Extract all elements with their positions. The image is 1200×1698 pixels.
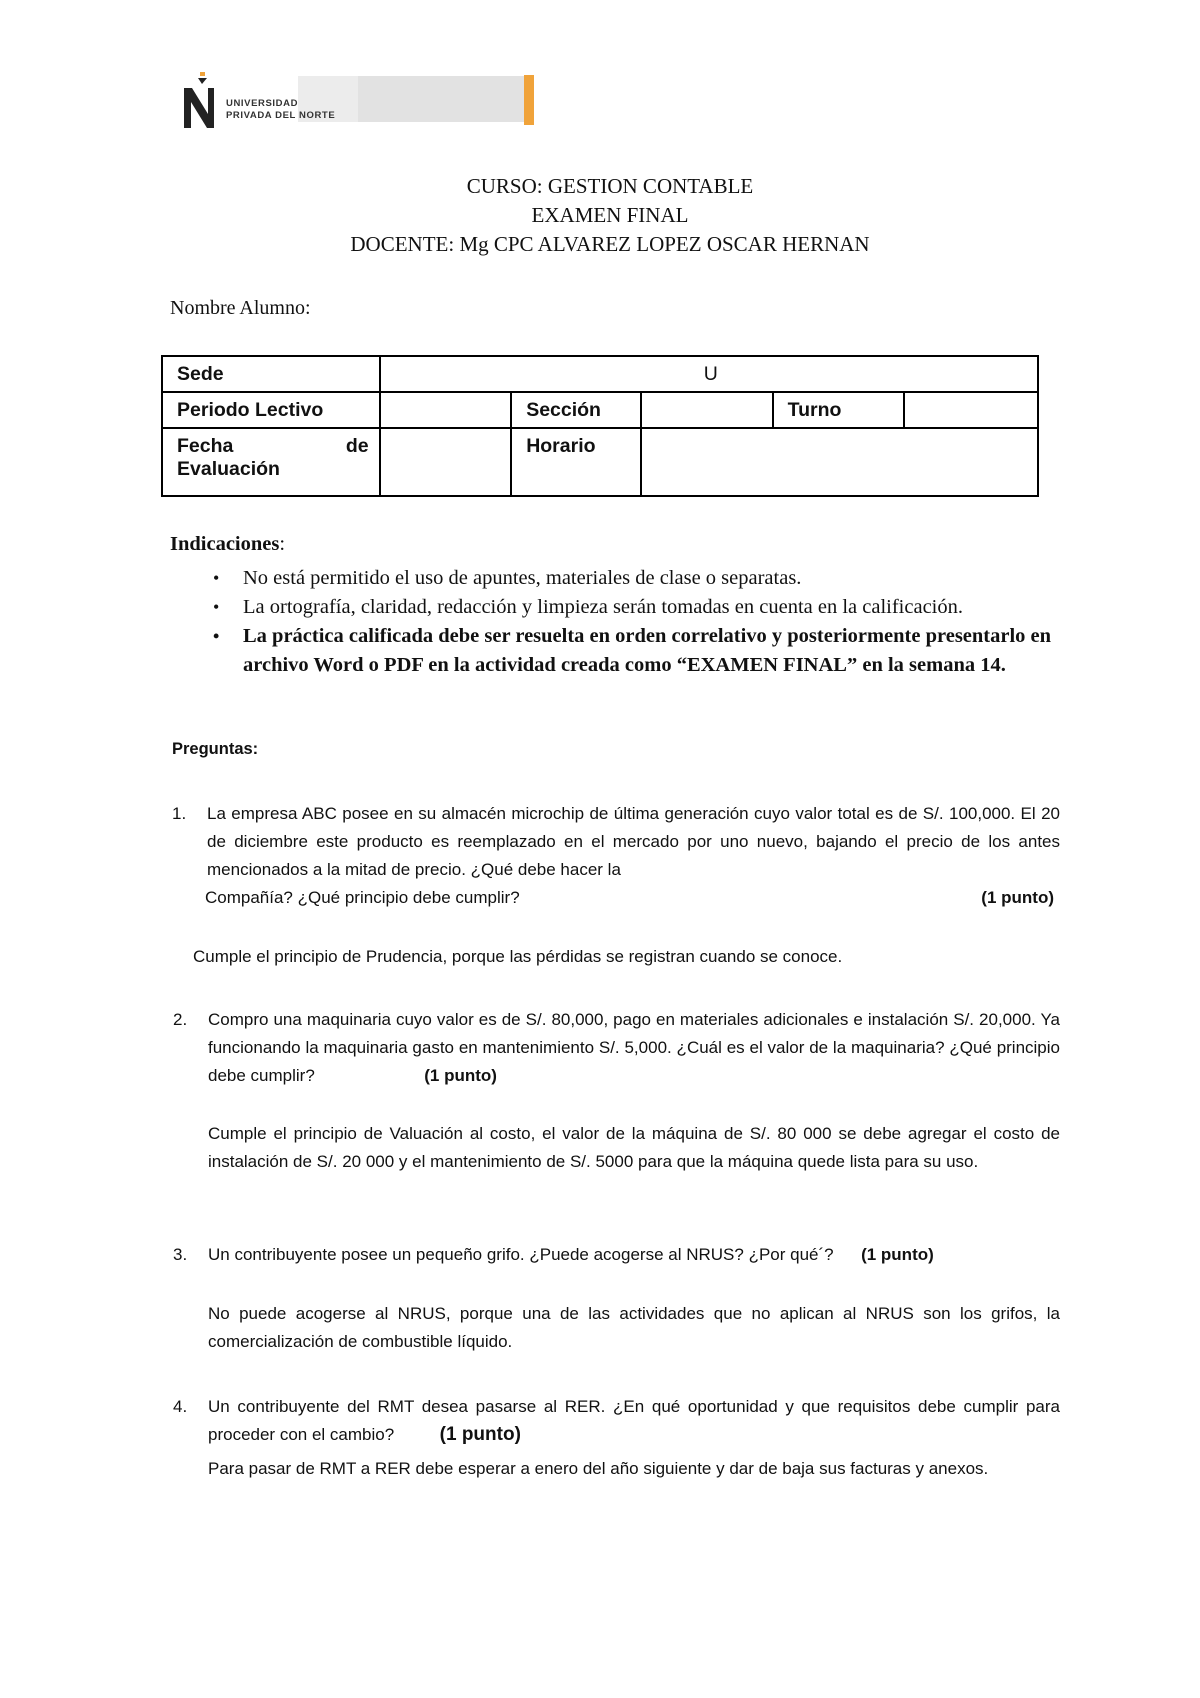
points-label: (1 punto) (424, 1066, 497, 1085)
teacher-name: DOCENTE: Mg CPC ALVAREZ LOPEZ OSCAR HERNAN (350, 232, 870, 256)
table-row (162, 356, 1038, 392)
question-3: 3. Un contribuyente posee un pequeño grifo. ¿Puede acogerse al NRUS? ¿Por qué´? (1 punto) (173, 1245, 934, 1264)
horario-value[interactable] (641, 428, 1038, 496)
question-text: La empresa ABC posee en su almacén microchip de última generación cuyo valor total es de S/. 100,000. El 20 de diciembre este producto es reemplazado en el mercado por uno nuevo, bajando el precio de los antes mencionados a la mitad de precio. ¿Qué debe hacer la (207, 804, 1060, 879)
fecha-value[interactable] (380, 428, 512, 496)
question-text: Compro una maquinaria cuyo valor es de S/. 80,000, pago en materiales adicionales e instalación S/. 20,000. Ya funcionando la maquinaria gasto en mantenimiento S/. 5,000. ¿Cuál es el valor de la maquinaria? ¿Qué principio debe cumplir? (208, 1010, 1060, 1085)
turno-label: Turno (773, 392, 905, 428)
exam-info-table (161, 355, 1039, 497)
question-text: Un contribuyente del RMT desea pasarse al RER. ¿En qué oportunidad y que requisitos debe cumplir para proceder con el cambio? (208, 1397, 1060, 1444)
answer-2: Cumple el principio de Valuación al costo, el valor de la máquina de S/. 80 000 se debe agregar el costo de instalación de S/. 20 000 y el mantenimiento de S/. 5000 para que la máquina quede lista para su uso. (208, 1124, 1060, 1171)
points-label: (1 punto) (861, 1245, 934, 1264)
question-1-line-2: Compañía? ¿Qué principio debe cumplir? (1 punto) (205, 884, 1054, 912)
list-item: • La práctica calificada debe ser resuelta en orden correlativo y posteriormente presentarlo en archivo Word o PDF en la actividad creada como “EXAMEN FINAL” en la semana 14. (213, 622, 1093, 680)
list-item: • La ortografía, claridad, redacción y limpieza serán tomadas en cuenta en la calificación. (213, 593, 1093, 622)
indicaciones-list (213, 564, 1093, 680)
student-name-label: Nombre Alumno: (170, 297, 311, 319)
fecha-label: Fecha de Evaluación (162, 428, 380, 496)
preguntas-title: Preguntas: (172, 740, 259, 758)
university-logo (180, 72, 380, 130)
answer-1: Cumple el principio de Prudencia, porque las pérdidas se registran cuando se conoce. (193, 947, 843, 966)
table-row (162, 392, 1038, 428)
periodo-value[interactable] (380, 392, 512, 428)
seccion-value[interactable] (641, 392, 773, 428)
university-name: UNIVERSIDAD PRIVADA DEL NORTE (226, 98, 336, 121)
question-2: 2. Compro una maquinaria cuyo valor es de S/. 80,000, pago en materiales adicionales e instalación S/. 20,000. Ya funcionando la maquinaria gasto en mantenimiento S/. 5,000. ¿Cuál es el valor de la maquinaria? ¿Qué principio debe cumplir? (1 punto) (173, 1010, 1060, 1085)
points-label: (1 punto) (439, 1424, 521, 1445)
answer-4: Para pasar de RMT a RER debe esperar a enero del año siguiente y dar de baja sus facturas y anexos. (208, 1459, 989, 1478)
seccion-label: Sección (511, 392, 641, 428)
turno-value[interactable] (904, 392, 1038, 428)
question-text: Un contribuyente posee un pequeño grifo. ¿Puede acogerse al NRUS? ¿Por qué´? (208, 1245, 834, 1264)
answer-3: No puede acogerse al NRUS, porque una de las actividades que no aplican al NRUS son los grifos, la comercialización de combustible líquido. (208, 1304, 1060, 1351)
question-4: 4. Un contribuyente del RMT desea pasarse al RER. ¿En qué oportunidad y que requisitos debe cumplir para proceder con el cambio? (1 punto) (173, 1397, 1060, 1445)
exam-header (0, 172, 1200, 259)
table-row (162, 428, 1038, 496)
exam-title: EXAMEN FINAL (531, 203, 689, 227)
logo-orange-stripe (524, 75, 534, 125)
indicaciones-title: Indicaciones: (170, 533, 286, 555)
list-item: • No está permitido el uso de apuntes, materiales de clase o separatas. (213, 564, 1093, 593)
horario-label: Horario (511, 428, 641, 496)
university-n-emblem-icon (180, 72, 224, 130)
question-1: 1. La empresa ABC posee en su almacén microchip de última generación cuyo valor total es de S/. 100,000. El 20 de diciembre este producto es reemplazado en el mercado por uno nuevo, bajando el precio de los antes mencionados a la mitad de precio. ¿Qué debe hacer la (207, 800, 1060, 884)
sede-value[interactable]: U (380, 356, 1038, 392)
periodo-label: Periodo Lectivo (162, 392, 380, 428)
sede-label: Sede (162, 356, 380, 392)
points-label: (1 punto) (981, 888, 1054, 907)
course-title: CURSO: GESTION CONTABLE (466, 174, 754, 198)
